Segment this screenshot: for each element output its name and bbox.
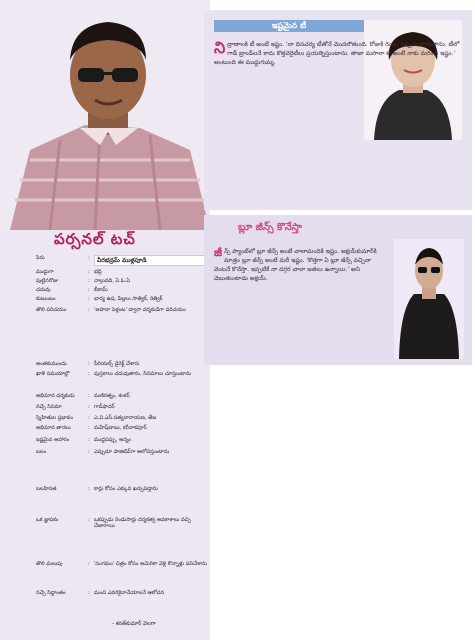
card-heading	[214, 20, 364, 32]
row-separator: :	[88, 296, 90, 302]
row-separator: :	[88, 486, 90, 492]
row-value: వీరభద్రమ్ ముళ్లపూడి	[94, 255, 216, 266]
row-separator: :	[88, 307, 90, 313]
row-value: బీకామ్	[94, 287, 108, 293]
row-label: చదువు	[36, 287, 51, 293]
row-separator: :	[88, 287, 90, 293]
card-body	[214, 247, 389, 283]
row-separator: :	[88, 425, 90, 431]
favorite-tea-card	[204, 10, 472, 210]
row-value: 'సంగమం' చిత్రం కోసం అమెరికా వెళ్లి కొన్నాళ్లు పనిచేశాను	[94, 561, 207, 567]
row-label: పేరు	[36, 255, 45, 261]
row-separator: :	[88, 449, 90, 455]
row-separator: :	[88, 278, 90, 284]
row-label: స్నేహితుల ప్రభావం	[36, 415, 74, 421]
row-value: నాల్గువది, ఏ.ఓ.ఏ	[94, 278, 130, 284]
card-paragraph: ద్రాణాలకి టీ అంటే ఇష్టం. 'నా దినచర్య టీతోనే మొదలౌతుంది. రోజుకి రెండు కప్పులు తాగుతాను. టీలో గాడ్ బ్రాండ్‌లనే కాదు కొత్తవెరైటీలు ప్రయత్నిస్తుంటాను. తాజా మసాలా టీ అంటే నాకు మరింత ఇష్టం.' అంటుంది ఈ ముద్దుగుమ్మ.	[214, 41, 460, 66]
row-value: భార్య ఉష, పిల్లలు సాత్విక్, రిత్విక్	[94, 296, 163, 302]
row-label: తొలి పరిచయం	[36, 307, 67, 313]
article-credit: - శరత్‌కుమార్ వెలగా	[112, 621, 156, 627]
row-separator: :	[88, 561, 90, 567]
row-label: అభిమాన దర్శకుడు	[36, 393, 75, 399]
row-separator: :	[88, 590, 90, 596]
row-separator: :	[88, 371, 90, 377]
row-separator: :	[88, 437, 90, 443]
dropcap: జీ	[214, 246, 223, 259]
row-separator: :	[88, 404, 90, 410]
dropcap: ని	[214, 38, 226, 57]
row-separator: :	[88, 361, 90, 367]
row-label: అంతకుముందు	[36, 361, 67, 367]
card-body	[214, 40, 464, 67]
card-heading	[214, 221, 454, 239]
blank-area	[210, 365, 475, 640]
celebrity-portrait	[364, 20, 462, 140]
row-label: అభిమాన తారలు	[36, 425, 71, 431]
row-value: మహేష్‌బాబు, కరీనాకపూర్	[94, 425, 147, 431]
row-separator: :	[88, 393, 90, 399]
row-separator: :	[88, 415, 90, 421]
row-label: ఒక జ్ఞాపకం	[36, 517, 59, 523]
row-label: ఖాళీ సమయాల్లో	[36, 371, 70, 377]
row-value: ముద్దపప్పు, అన్నం	[94, 437, 131, 443]
section-title: పర్సనల్ టచ్	[54, 230, 136, 248]
row-label: ముద్దుగా	[36, 269, 54, 275]
row-value: కార్లు కోసం ఎక్కువ ఖర్చుపెడ్తాను	[94, 486, 158, 492]
row-label: నచ్చే సినిమా	[36, 404, 62, 410]
row-value: సీరియల్స్ డైరెక్ట్ చేశారు	[94, 361, 140, 367]
row-value: ఎప్పుడూ పాజిటివ్‌గా ఆలోచిస్తుంటాను	[94, 449, 170, 455]
row-value: పుస్తకాలు చదువుతాను, సినిమాలు చూస్తుంటాను	[94, 371, 192, 377]
row-separator: :	[88, 255, 90, 261]
row-label: బలహీనత	[36, 486, 57, 492]
profile-page	[0, 0, 210, 640]
profile-photo	[0, 0, 210, 230]
row-separator: :	[88, 517, 90, 523]
row-separator: :	[88, 269, 90, 275]
card-heading-text: ఇష్టమైన టీ	[271, 21, 307, 30]
row-label: నచ్చే సిద్ధాంతం	[36, 590, 66, 596]
row-value: మణిరత్నం, శంకర్	[94, 393, 130, 399]
row-value: 'అహనా పెళ్లంట' ద్వారా దర్శకుడిగా పరిచయం	[94, 307, 186, 313]
card-heading-text: బ్లూ జీన్స్ కొనేస్తా	[238, 222, 303, 233]
row-label: ఇష్టమైన ఆహారం	[36, 437, 70, 443]
row-value: ఒకప్పుడు రెండుసార్లు దర్శకత్వ అవకాశాలు వచ్చి చేజారాయి	[94, 517, 191, 530]
row-value: మంచి ఎవరికైనాచేయాలనే ఆలోచన	[94, 590, 165, 596]
row-value: ఎ.వి.ఎస్.సత్యనారాయణ, తేజ	[94, 415, 157, 421]
row-value: భద్రి	[94, 269, 102, 275]
row-label: బలం	[36, 449, 47, 455]
actor-photo	[394, 239, 464, 359]
row-label: కుటుంబం	[36, 296, 56, 302]
row-value: గాడ్‌ఫాదర్	[94, 404, 115, 410]
row-label: తొలి మలుపు	[36, 561, 63, 567]
row-label: పుట్టినరోజు	[36, 278, 59, 284]
blue-jeans-card	[204, 215, 472, 365]
card-paragraph: న్స్ ప్యాంట్‌లో బ్లూ జీన్స్ అంటే చాలామందికి ఇష్టం. అక్షయ్‌కుమార్‌కి మాత్రం బ్లూ జీన్స్ అంటే మరీ ఇష్టం. 'కొత్తగా ఏ బ్లూ జీన్స్ వచ్చినా వెంటనే కొనేస్తా. ఇప్పటికే నా దగ్గర చాలా జతలు ఉన్నాయి.' అని చెబుతుంటాడు అక్షయ్.	[214, 248, 377, 282]
